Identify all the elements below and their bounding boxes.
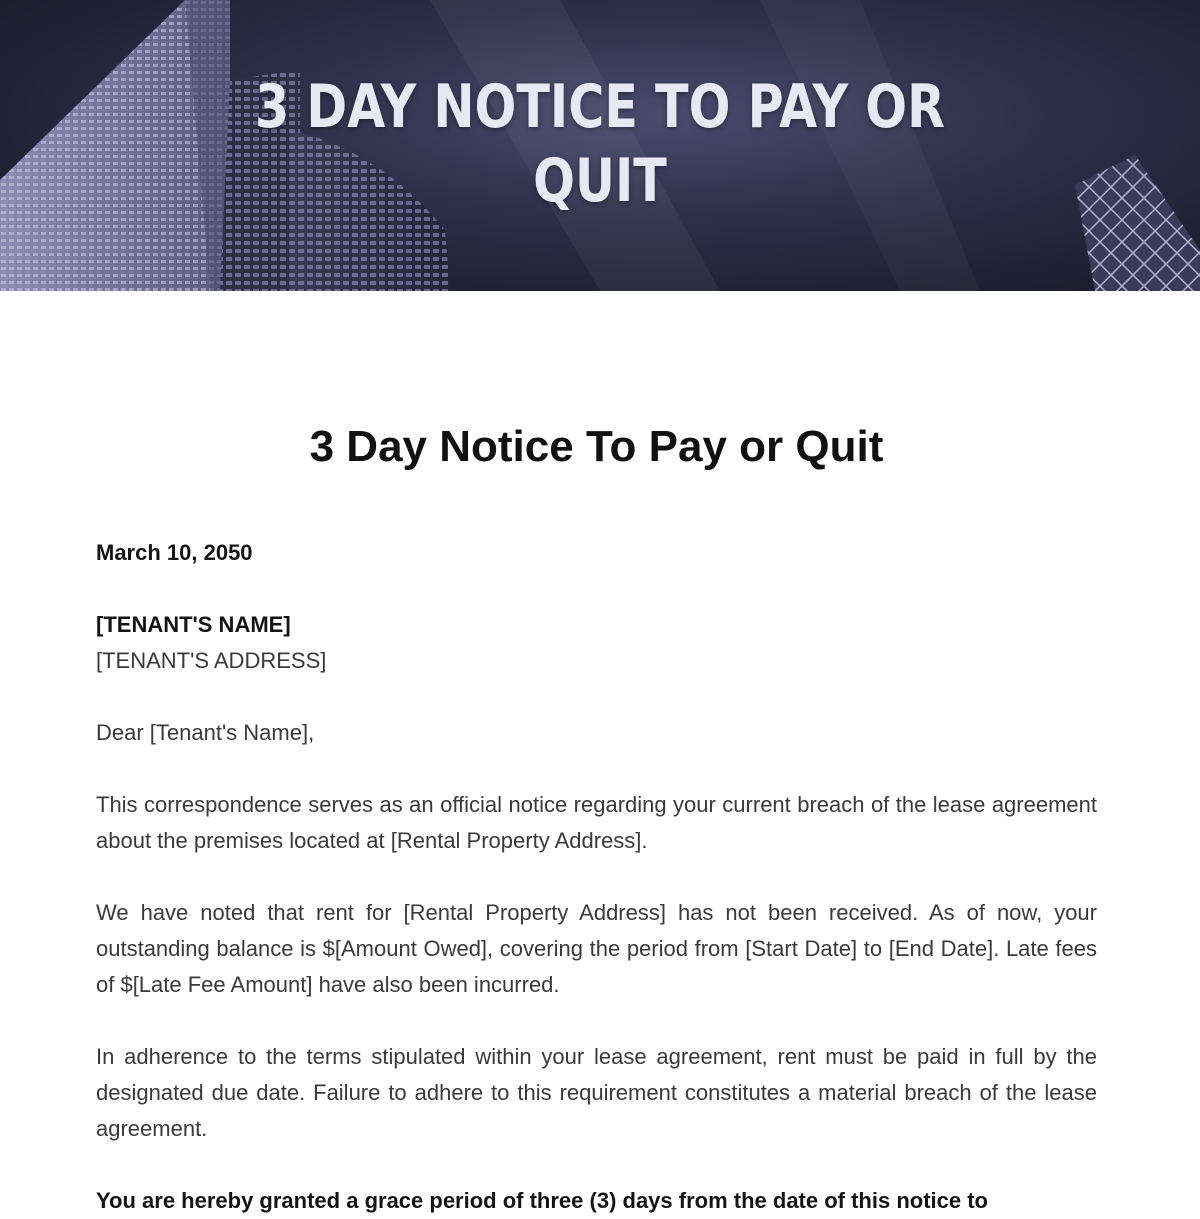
- document-title: 3 Day Notice To Pay or Quit: [309, 422, 884, 471]
- banner-title-line-2: QUIT: [533, 146, 667, 216]
- header-banner: [0, 0, 1200, 291]
- banner-title-line-1: 3 DAY NOTICE TO PAY OR: [255, 72, 945, 142]
- paragraph-grace-period: You are hereby granted a grace period of three (3) days from the date of this notice to: [96, 1188, 988, 1213]
- tenant-address: [TENANT'S ADDRESS]: [96, 648, 327, 673]
- salutation: Dear [Tenant's Name],: [96, 720, 315, 745]
- paragraph-lease-terms: In adherence to the terms stipulated within your lease agreement, rent must be paid in full by the designated due date. Failure to adhere to this requirement constitutes a material breach of the lease agreement.: [96, 1044, 1097, 1141]
- notice-document: [96, 291, 1097, 1219]
- notice-date: March 10, 2050: [96, 540, 253, 565]
- tenant-name: [TENANT'S NAME]: [96, 612, 291, 637]
- paragraph-outstanding-balance: We have noted that rent for [Rental Property Address] has not been received. As of now, your outstanding balance is $[Amount Owed], covering the period from [Start Date] to [End Date]. Late fees of $[Late Fee Amount] have also been incurred.: [96, 900, 1097, 997]
- banner-title: [108, 70, 1092, 218]
- paragraph-breach-notice: This correspondence serves as an official notice regarding your current breach of the lease agreement about the premises located at [Rental Property Address].: [96, 792, 1097, 853]
